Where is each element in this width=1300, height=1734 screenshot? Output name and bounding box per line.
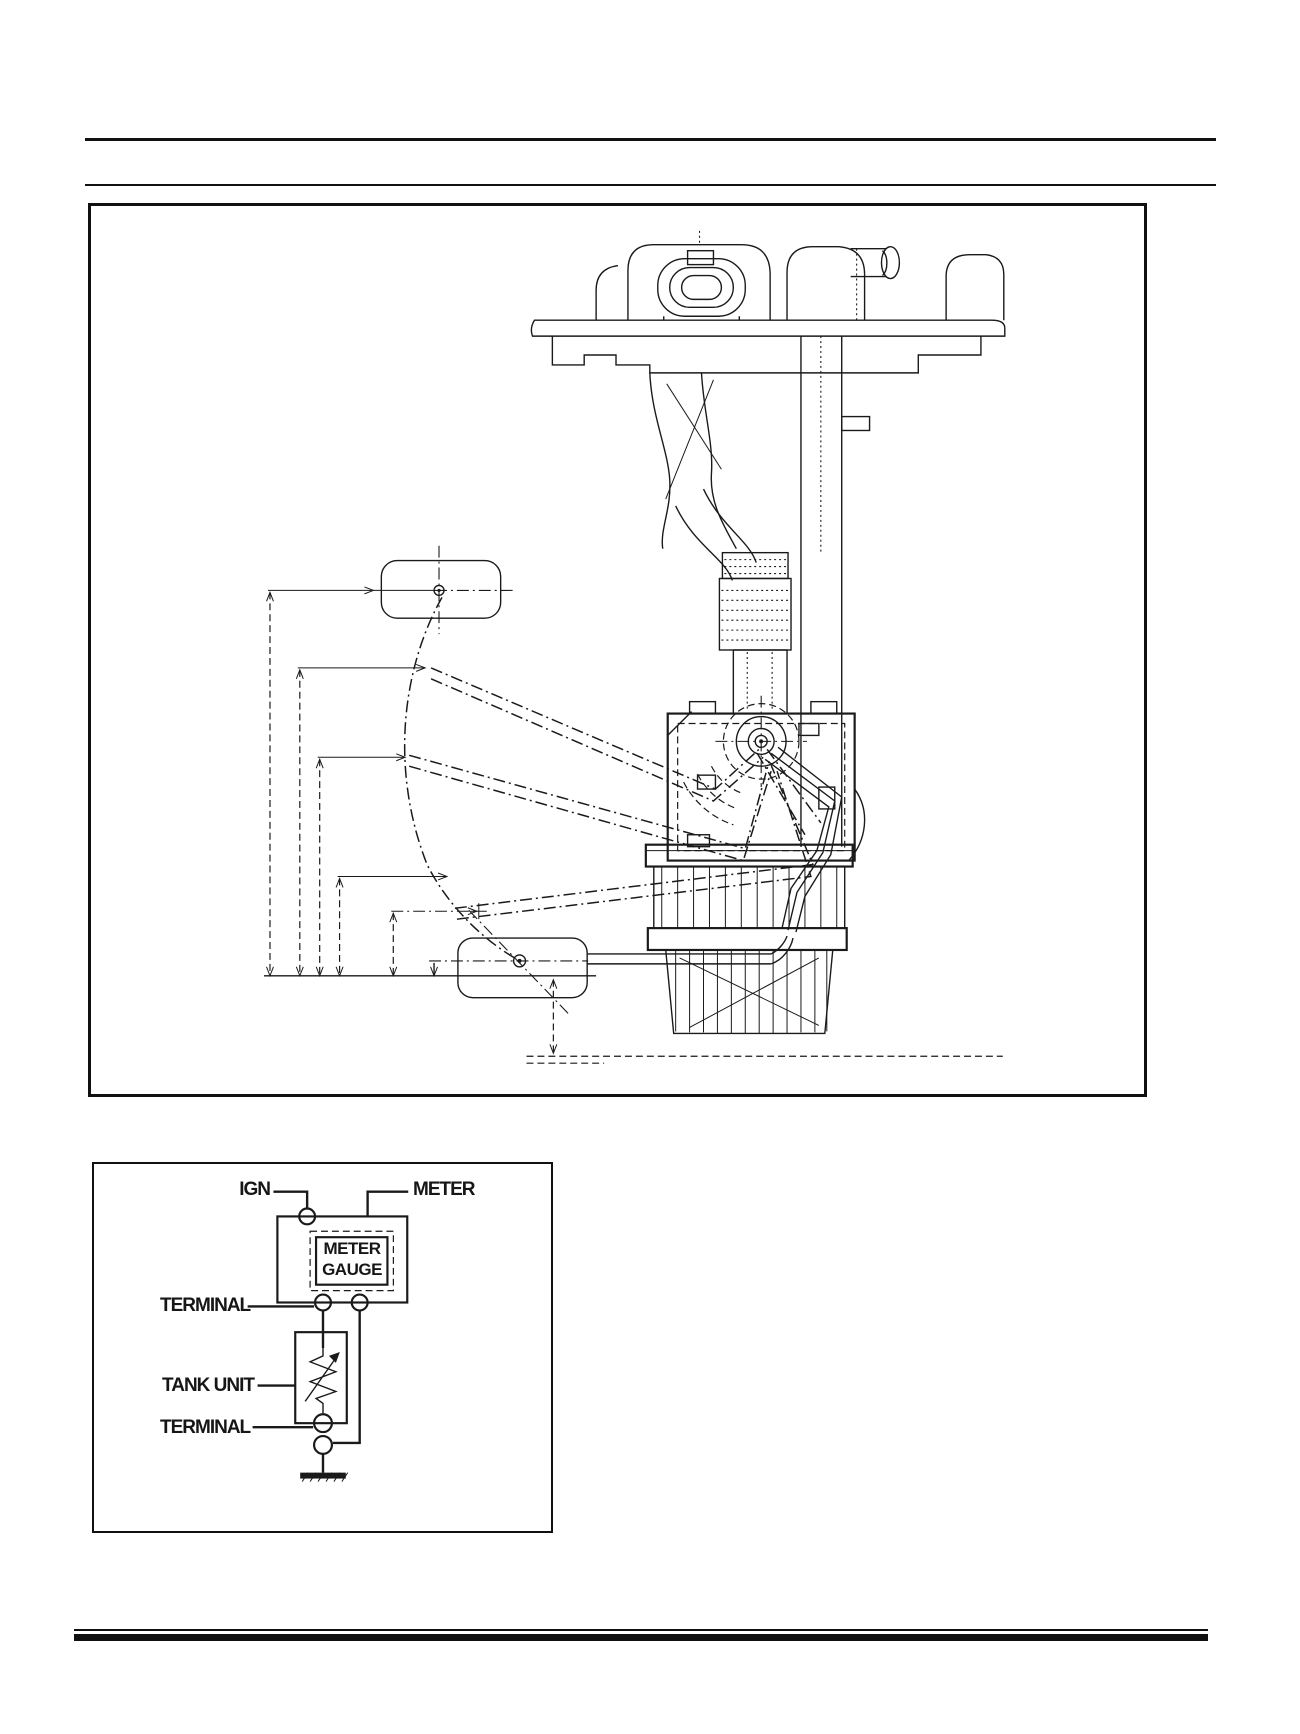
fuel-pipes — [787, 247, 1004, 321]
sender-unit — [668, 696, 865, 932]
main-tube — [801, 336, 870, 847]
circuit-svg — [94, 1164, 551, 1531]
ign-label: IGN — [239, 1179, 270, 1200]
tank-unit-label: TANK UNIT — [162, 1375, 254, 1396]
pivot — [715, 696, 806, 787]
meter-gauge-label-line1: METER — [323, 1239, 381, 1258]
float-swing-arc — [405, 597, 515, 958]
figure-fuel-gauge-circuit — [92, 1162, 553, 1533]
terminal-lower-label: TERMINAL — [160, 1417, 251, 1438]
tank-unit-box — [295, 1310, 359, 1443]
meter-gauge-label-line2: GAUGE — [322, 1260, 382, 1279]
assembly-drawing-svg — [91, 206, 1144, 1094]
footer-rule-primary — [74, 1634, 1208, 1641]
fuel-connector — [596, 231, 770, 320]
float-bottom-position — [458, 910, 587, 1013]
wiring-harness — [650, 373, 756, 581]
fuel-pump — [646, 845, 853, 1034]
meter-wire — [368, 1192, 409, 1217]
variable-resistor — [305, 1348, 340, 1413]
header-rule-secondary — [85, 184, 1216, 186]
ground-symbol — [300, 1454, 348, 1482]
meter-label: METER — [413, 1179, 475, 1200]
strainer — [666, 950, 833, 1033]
header-rule-primary — [85, 138, 1216, 141]
meter-gauge-label — [312, 1238, 392, 1280]
ground-terminal-circle — [314, 1436, 332, 1454]
dimension-lines — [264, 587, 1003, 1063]
float-arm-positions — [409, 668, 821, 919]
figure-fuel-sender-assembly — [88, 203, 1147, 1097]
mounting-flange — [531, 320, 1004, 373]
footer-rule-secondary — [74, 1629, 1208, 1631]
terminal-upper-label: TERMINAL — [160, 1295, 251, 1316]
ign-wire — [273, 1192, 315, 1225]
